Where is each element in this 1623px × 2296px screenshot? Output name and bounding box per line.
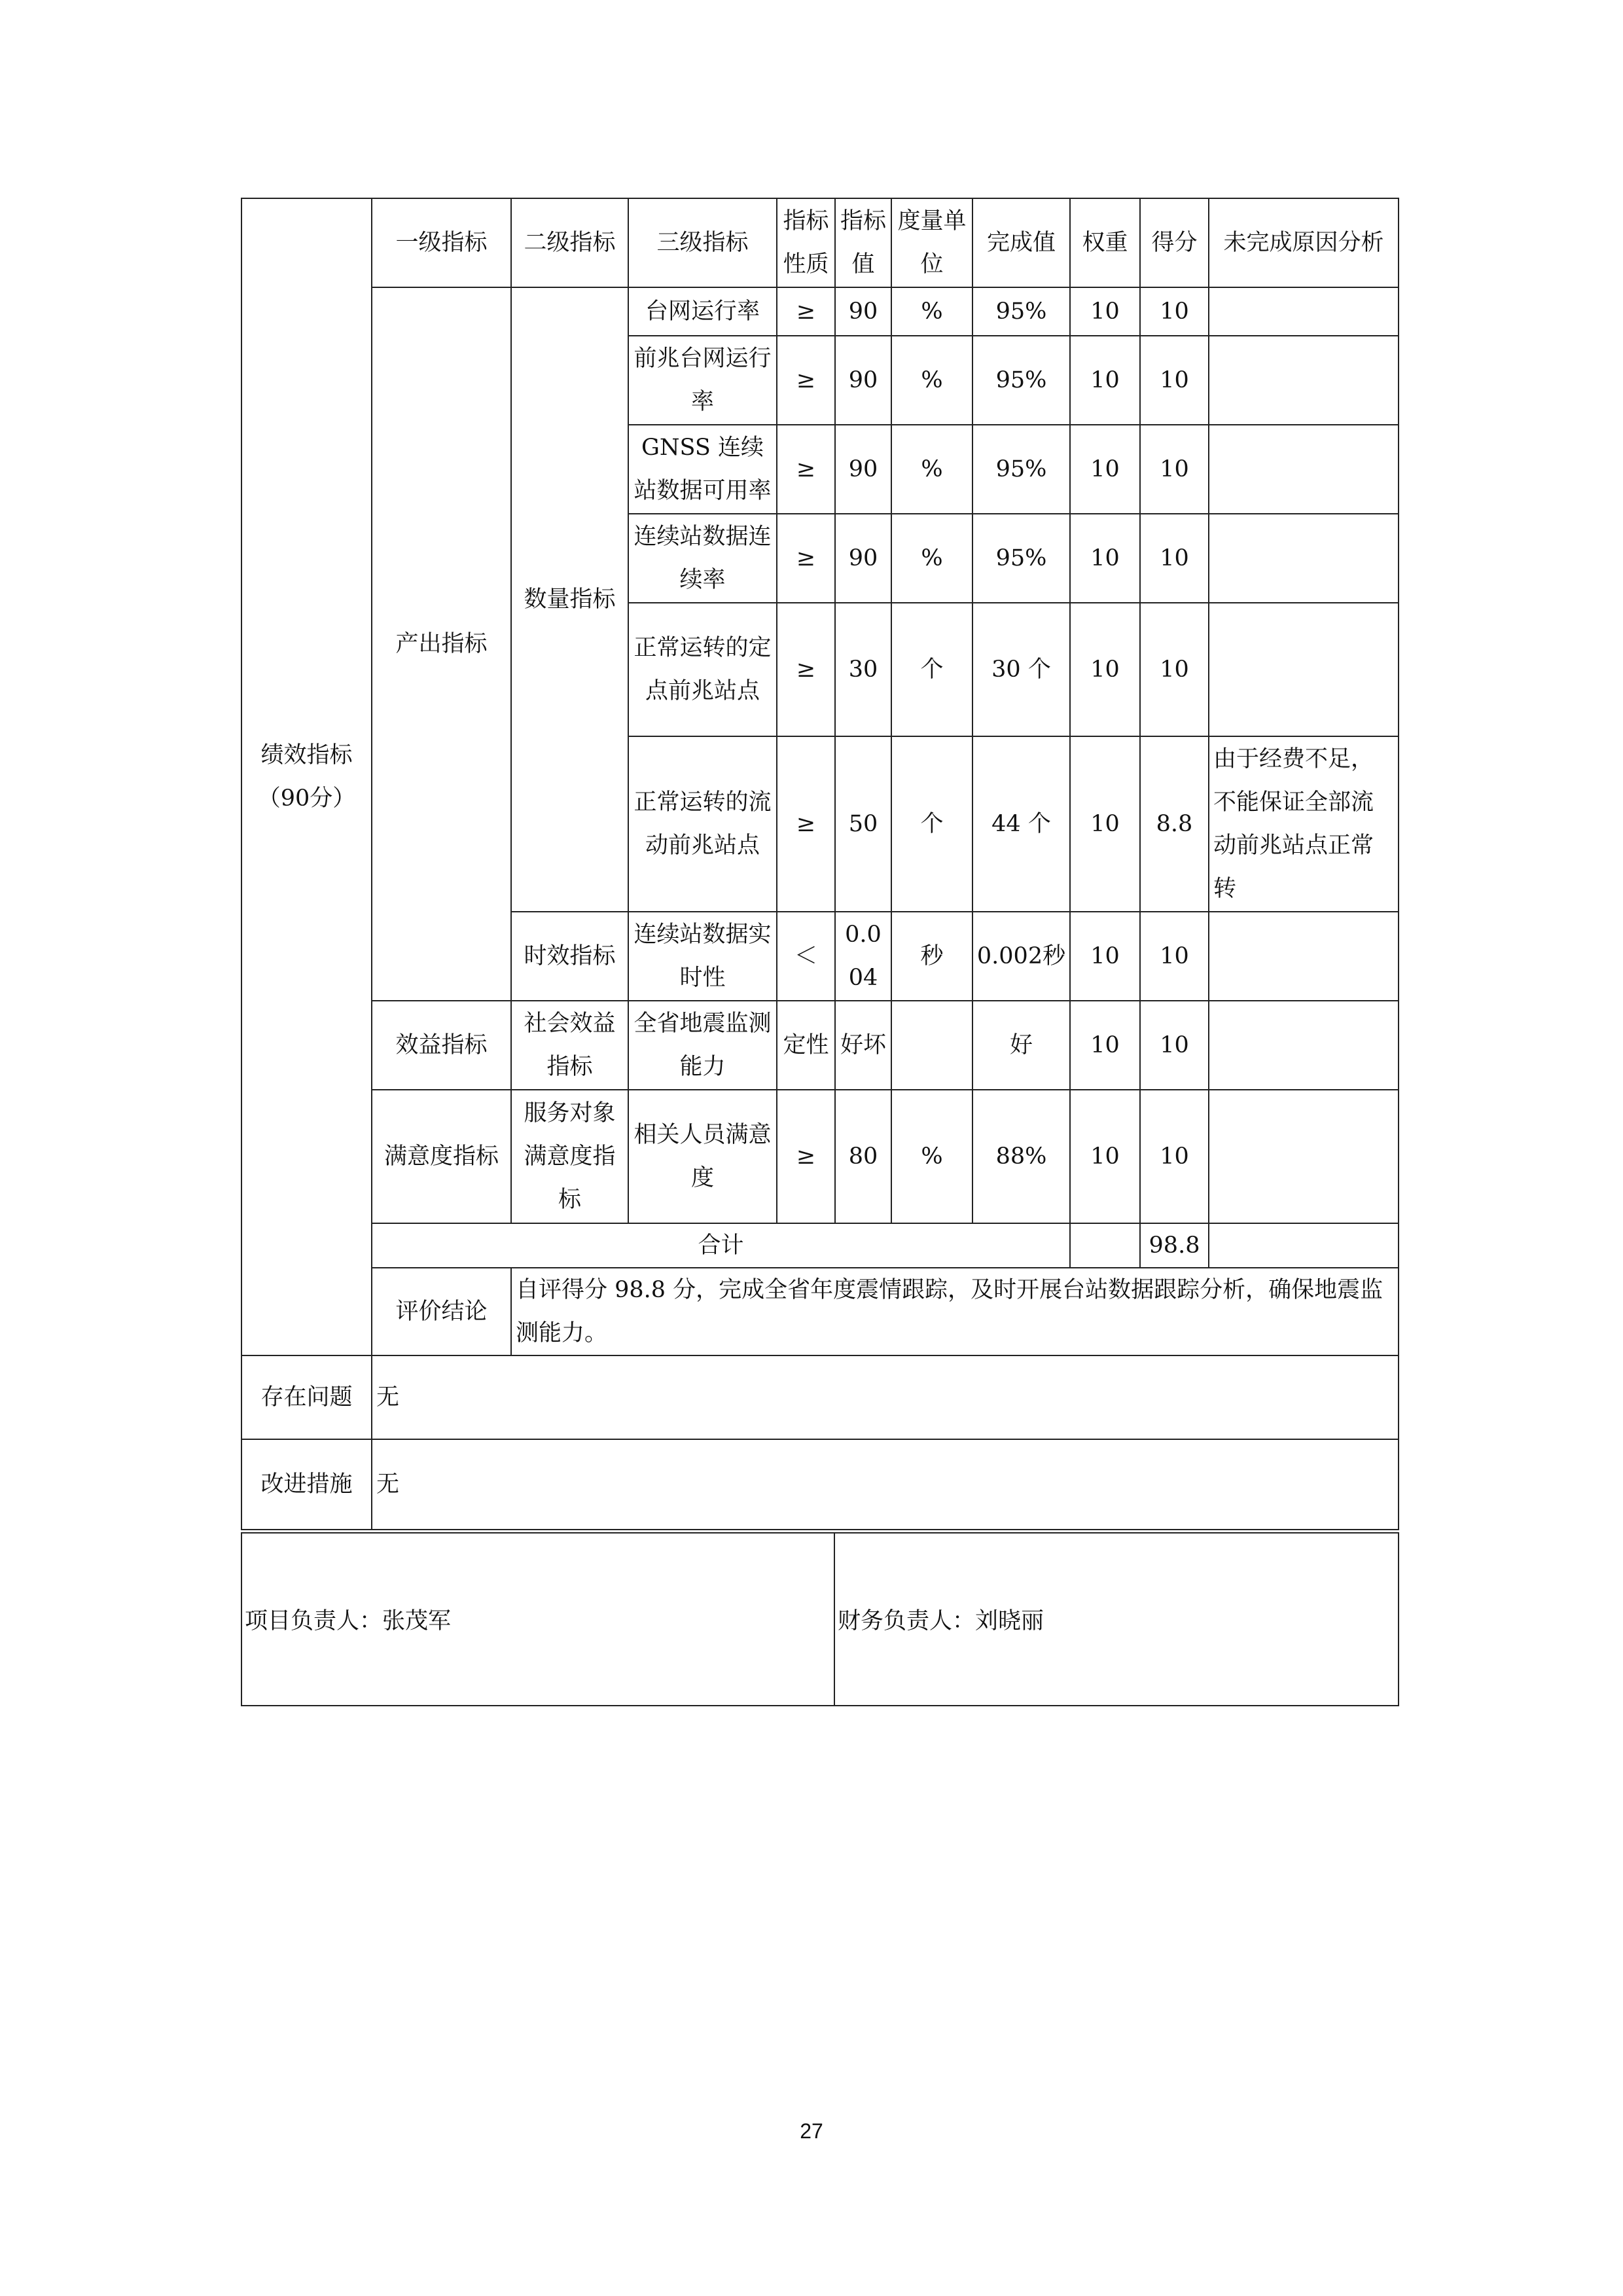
score: 10: [1140, 912, 1209, 1001]
group-cell: 绩效指标（90分）: [241, 198, 372, 1355]
unit: [891, 1001, 972, 1090]
problems-row: [241, 1355, 1399, 1439]
table-row: [241, 287, 1399, 336]
weight: 10: [1070, 603, 1140, 736]
level2-timeliness: 时效指标: [511, 912, 628, 1001]
score: 10: [1140, 425, 1209, 514]
reason: 由于经费不足，不能保证全部流动前兆站点正常转: [1209, 736, 1399, 912]
nature: ≥: [777, 287, 835, 336]
header-done: 完成值: [972, 198, 1070, 287]
weight: 10: [1070, 1001, 1140, 1090]
table-row: [241, 1001, 1399, 1090]
header-value: 指标值: [835, 198, 891, 287]
unit: 秒: [891, 912, 972, 1001]
done: 44 个: [972, 736, 1070, 912]
project-lead: 项目负责人：张茂军: [241, 1533, 834, 1706]
header-weight: 权重: [1070, 198, 1140, 287]
header-level1: 一级指标: [372, 198, 511, 287]
unit: 个: [891, 736, 972, 912]
finance-lead: 财务负责人：刘晓丽: [834, 1533, 1399, 1706]
reason: [1209, 287, 1399, 336]
total-weight: [1070, 1223, 1140, 1268]
nature: ≥: [777, 425, 835, 514]
reason: [1209, 912, 1399, 1001]
header-reason: 未完成原因分析: [1209, 198, 1399, 287]
level3-name: 连续站数据连续率: [628, 514, 777, 603]
level2-quantity: 数量指标: [511, 287, 628, 912]
weight: 10: [1070, 336, 1140, 425]
unit: %: [891, 425, 972, 514]
level1-benefit: 效益指标: [372, 1001, 511, 1090]
done: 30 个: [972, 603, 1070, 736]
reason: [1209, 1001, 1399, 1090]
level2-service: 服务对象满意度指标: [511, 1090, 628, 1223]
unit: %: [891, 287, 972, 336]
header-unit: 度量单位: [891, 198, 972, 287]
performance-indicator-table: [241, 198, 1399, 1530]
conclusion-label: 评价结论: [372, 1268, 511, 1355]
score: 10: [1140, 287, 1209, 336]
header-row: [241, 198, 1399, 287]
score: 10: [1140, 1001, 1209, 1090]
header-nature: 指标性质: [777, 198, 835, 287]
done: 95%: [972, 514, 1070, 603]
nature: ＜: [777, 912, 835, 1001]
level3-name: 前兆台网运行率: [628, 336, 777, 425]
signature-table: [241, 1532, 1399, 1706]
total-label: 合计: [372, 1223, 1070, 1268]
nature: ≥: [777, 336, 835, 425]
value: 80: [835, 1090, 891, 1223]
reason: [1209, 514, 1399, 603]
level2-social: 社会效益指标: [511, 1001, 628, 1090]
score: 10: [1140, 336, 1209, 425]
reason: [1209, 1090, 1399, 1223]
value: 50: [835, 736, 891, 912]
weight: 10: [1070, 425, 1140, 514]
level3-name: GNSS 连续站数据可用率: [628, 425, 777, 514]
unit: %: [891, 1090, 972, 1223]
value: 90: [835, 514, 891, 603]
total-reason: [1209, 1223, 1399, 1268]
problems-text: 无: [372, 1355, 1399, 1439]
nature: 定性: [777, 1001, 835, 1090]
score: 10: [1140, 603, 1209, 736]
measures-label: 改进措施: [241, 1439, 372, 1530]
value: 好坏: [835, 1001, 891, 1090]
page-number: 27: [800, 2119, 823, 2143]
weight: 10: [1070, 287, 1140, 336]
nature: ≥: [777, 603, 835, 736]
done: 0.002秒: [972, 912, 1070, 1001]
weight: 10: [1070, 912, 1140, 1001]
level3-name: 正常运转的流动前兆站点: [628, 736, 777, 912]
conclusion-row: [241, 1268, 1399, 1355]
level3-name: 连续站数据实时性: [628, 912, 777, 1001]
done: 95%: [972, 287, 1070, 336]
measures-text: 无: [372, 1439, 1399, 1530]
total-score: 98.8: [1140, 1223, 1209, 1268]
weight: 10: [1070, 514, 1140, 603]
header-score: 得分: [1140, 198, 1209, 287]
value: 30: [835, 603, 891, 736]
reason: [1209, 336, 1399, 425]
reason: [1209, 603, 1399, 736]
level3-name: 相关人员满意度: [628, 1090, 777, 1223]
signature-row: [241, 1533, 1399, 1706]
measures-row: [241, 1439, 1399, 1530]
table-row: [241, 1090, 1399, 1223]
header-level3: 三级指标: [628, 198, 777, 287]
conclusion-text: 自评得分 98.8 分，完成全省年度震情跟踪，及时开展台站数据跟踪分析，确保地震监测能力。: [511, 1268, 1399, 1355]
score: 8.8: [1140, 736, 1209, 912]
header-level2: 二级指标: [511, 198, 628, 287]
level3-name: 全省地震监测能力: [628, 1001, 777, 1090]
done: 好: [972, 1001, 1070, 1090]
nature: ≥: [777, 514, 835, 603]
done: 95%: [972, 336, 1070, 425]
nature: ≥: [777, 736, 835, 912]
value: 90: [835, 425, 891, 514]
score: 10: [1140, 514, 1209, 603]
weight: 10: [1070, 1090, 1140, 1223]
unit: %: [891, 514, 972, 603]
value: 90: [835, 287, 891, 336]
reason: [1209, 425, 1399, 514]
level1-output: 产出指标: [372, 287, 511, 1001]
weight: 10: [1070, 736, 1140, 912]
unit: 个: [891, 603, 972, 736]
value: 90: [835, 336, 891, 425]
value: 0.004: [835, 912, 891, 1001]
done: 95%: [972, 425, 1070, 514]
level3-name: 正常运转的定点前兆站点: [628, 603, 777, 736]
done: 88%: [972, 1090, 1070, 1223]
nature: ≥: [777, 1090, 835, 1223]
unit: %: [891, 336, 972, 425]
level1-satisfaction: 满意度指标: [372, 1090, 511, 1223]
total-row: [241, 1223, 1399, 1268]
level3-name: 台网运行率: [628, 287, 777, 336]
score: 10: [1140, 1090, 1209, 1223]
problems-label: 存在问题: [241, 1355, 372, 1439]
